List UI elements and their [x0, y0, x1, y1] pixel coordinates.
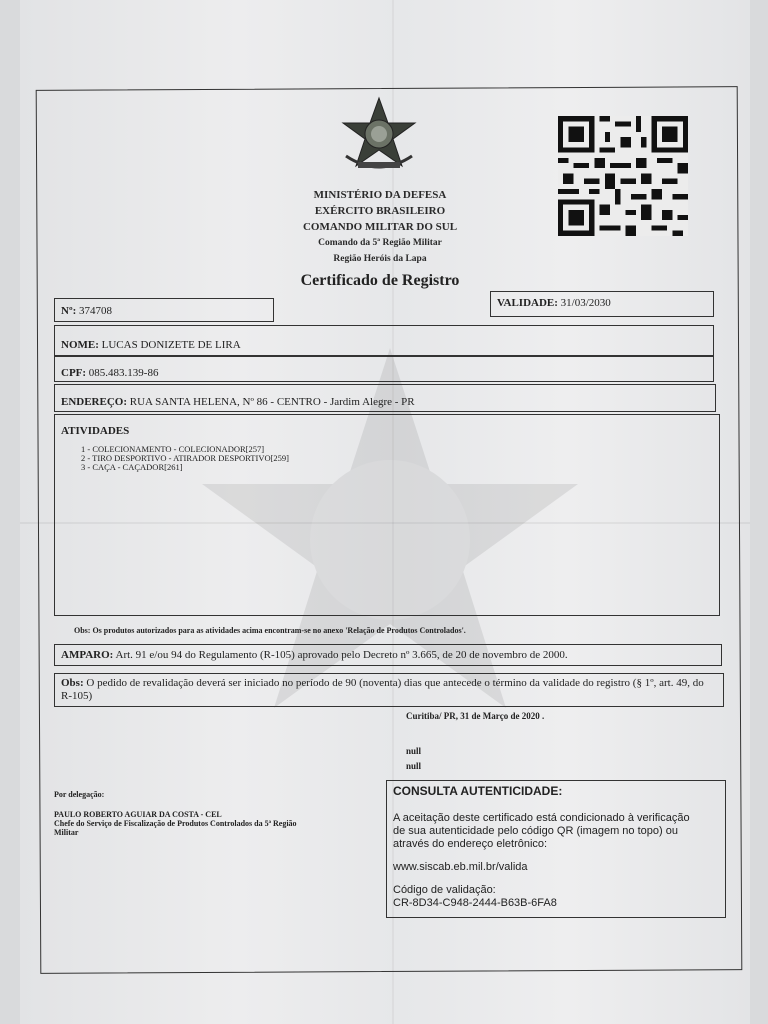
products-note: Obs: Os produtos autorizados para as atividades acima encontram-se no anexo 'Relação de Produtos Controlados'. — [74, 626, 466, 635]
observation-label: Obs: — [61, 677, 84, 689]
name-label: NOME: — [61, 339, 99, 351]
authenticity-title: CONSULTA AUTENTICIDADE: — [393, 784, 563, 798]
qr-code-icon — [558, 116, 688, 236]
name-value: LUCAS DONIZETE DE LIRA — [101, 339, 241, 351]
activities-list — [61, 445, 713, 472]
registration-number-label: Nº: — [61, 305, 77, 317]
header-ministry: MINISTÉRIO DA DEFESA — [313, 189, 447, 201]
validation-code-label: Código de validação: — [393, 884, 496, 896]
address-label: ENDEREÇO: — [61, 396, 128, 408]
observation-value: O pedido de revalidação deverá ser iniciado no período de 90 (noventa) dias que antecede o término da validade do registro (§ 1º, art. 49, do R-105) — [61, 677, 704, 702]
name-box — [54, 338, 714, 356]
authenticity-text-1: A aceitação deste certificado está condicionado à verificação — [393, 812, 690, 824]
signer-role: Chefe do Serviço de Fiscalização de Produtos Controlados da 5ª Região — [54, 819, 297, 828]
signer-name: PAULO ROBERTO AGUIAR DA COSTA - CEL — [54, 810, 222, 819]
validation-url[interactable]: www.siscab.eb.mil.br/valida — [393, 861, 528, 873]
cpf-value: 085.483.139-86 — [88, 367, 159, 379]
activity-item: 1 - COLECIONAMENTO - COLECIONADOR[257] — [81, 444, 265, 454]
cpf-box — [54, 356, 714, 382]
address-box — [54, 384, 716, 412]
observation-box — [54, 673, 724, 707]
activity-item: 2 - TIRO DESPORTIVO - ATIRADOR DESPORTIVO[259] — [81, 453, 290, 463]
validity-value: 31/03/2030 — [560, 297, 611, 309]
signer-role-cont: Militar — [54, 828, 79, 837]
registration-number-box — [54, 298, 274, 322]
authenticity-box — [386, 780, 726, 918]
legal-basis-label: AMPARO: — [61, 649, 114, 661]
legal-basis-value: Art. 91 e/ou 94 do Regulamento (R-105) aprovado pelo Decreto nº 3.665, de 20 de novembro de 2000. — [115, 649, 568, 661]
activity-item: 3 - CAÇA - CAÇADOR[261] — [81, 462, 183, 472]
delegation-label: Por delegação: — [54, 790, 105, 799]
document-title: Certificado de Registro — [300, 272, 460, 289]
place-date: Curitiba/ PR, 31 de Março de 2020 . — [406, 711, 545, 721]
activities-box — [54, 414, 720, 616]
authenticity-text-3: através do endereço eletrônico: — [393, 838, 548, 850]
activities-label: ATIVIDADES — [61, 425, 130, 437]
validity-label: VALIDADE: — [497, 297, 558, 309]
header-region-name: Região Heróis da Lapa — [333, 254, 427, 264]
cpf-label: CPF: — [61, 367, 87, 379]
authenticity-text-2: de sua autenticidade pelo código QR (imagem no topo) ou — [393, 825, 678, 837]
legal-basis-box — [54, 644, 722, 666]
header-army: EXÉRCITO BRASILEIRO — [314, 205, 446, 217]
null-text-1: null — [406, 746, 422, 756]
registration-number-value: 374708 — [79, 305, 112, 317]
validation-code: CR-8D34-C948-2444-B63B-6FA8 — [393, 897, 557, 909]
null-text-2: null — [406, 761, 422, 771]
header-region: Comando da 5ª Região Militar — [318, 238, 442, 248]
coat-of-arms-icon — [338, 96, 420, 174]
header-command: COMANDO MILITAR DO SUL — [302, 221, 458, 233]
validity-box — [490, 291, 714, 317]
address-value: RUA SANTA HELENA, Nº 86 - CENTRO - Jardim Alegre - PR — [129, 396, 415, 408]
